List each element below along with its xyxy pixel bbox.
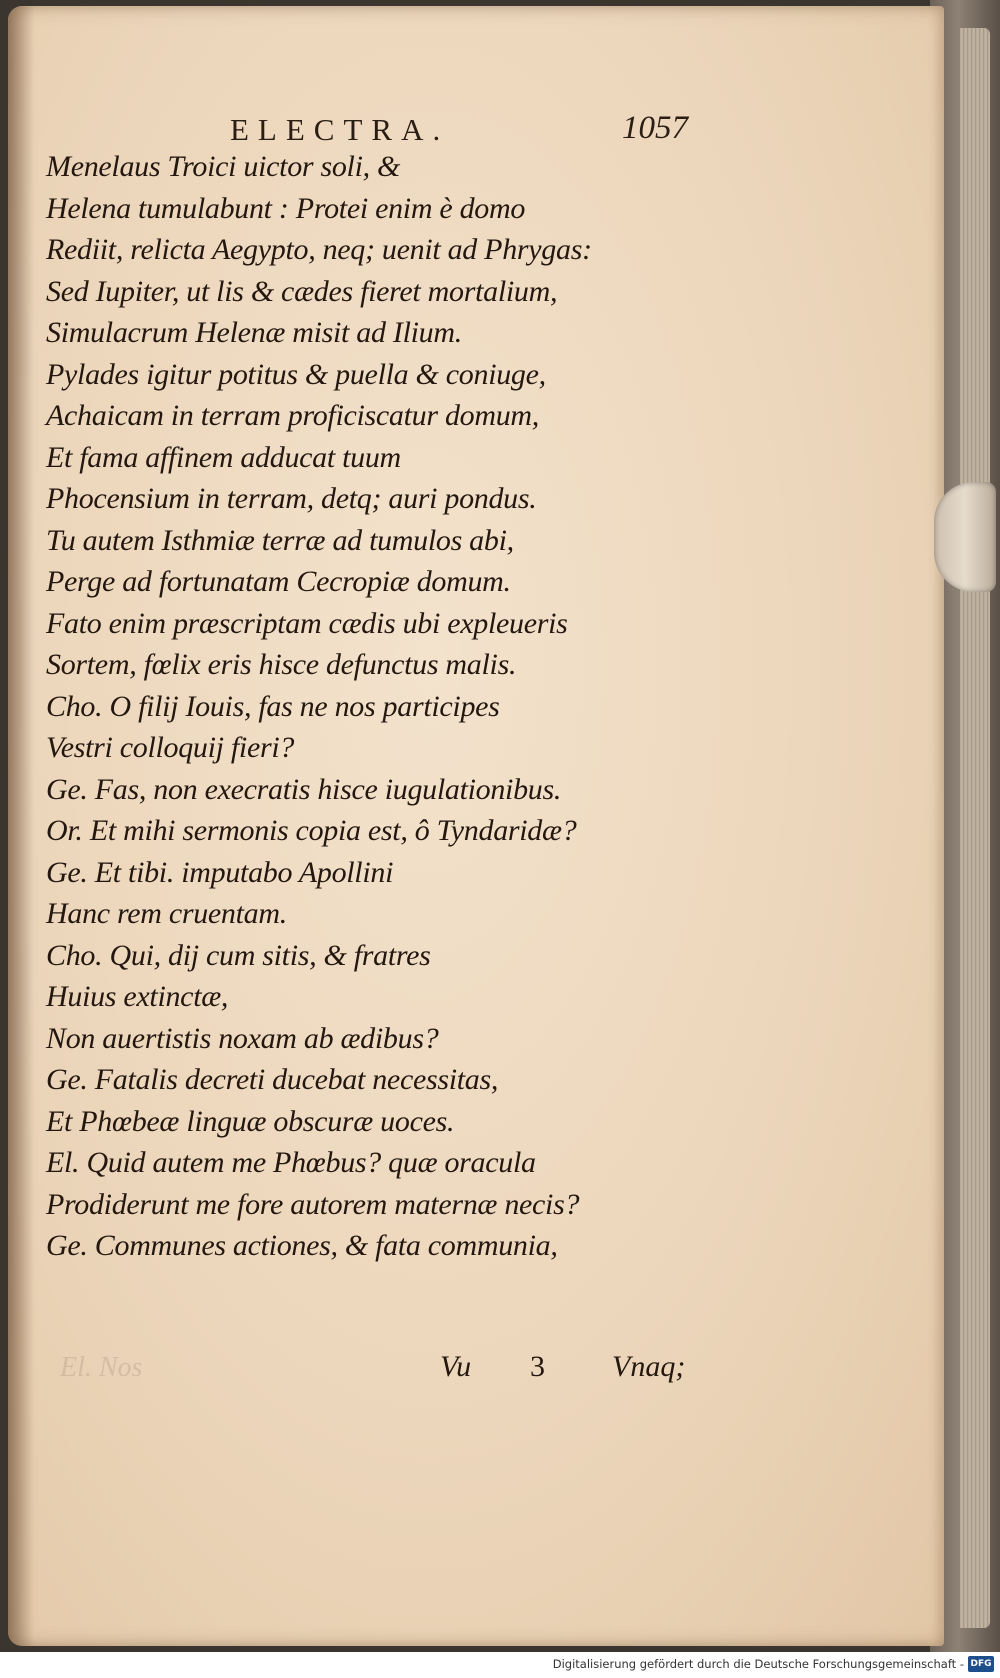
text-line: Sed Iupiter, ut lis & cædes fieret mortalium, <box>46 274 558 308</box>
catchword: Vnaq; <box>612 1350 686 1383</box>
page-stack <box>960 28 990 1628</box>
text-line: Ge. Fas, non execratis hisce iugulationibus. <box>46 772 562 806</box>
dfg-logo: DFG <box>968 1656 994 1672</box>
text-line: Cho. O filij Iouis, fas ne nos participes <box>46 689 500 723</box>
text-line: Rediit, relicta Aegypto, neq; uenit ad Phrygas: <box>46 233 592 266</box>
text-line: Perge ad fortunatam Cecropiæ domum. <box>46 565 511 598</box>
text-line: Vestri colloquij fieri? <box>46 731 295 764</box>
signature-number: 3 <box>530 1350 545 1383</box>
text-line: Fato enim præscriptam cædis ubi expleueris <box>46 606 568 640</box>
running-head-title: ELECTRA. <box>230 112 450 147</box>
clip-tab <box>934 482 996 592</box>
text-line: El. Quid autem me Phœbus? quæ oracula <box>46 1146 536 1179</box>
text-line: Helena tumulabunt : Protei enim è domo <box>46 191 526 225</box>
text-line: Ge. Communes actiones, & fata communia, <box>46 1229 558 1262</box>
text-line: Sortem, fœlix eris hisce defunctus malis. <box>46 648 517 681</box>
text-line: Tu autem Isthmiæ terræ ad tumulos abi, <box>46 523 514 557</box>
signature-line <box>440 1350 740 1390</box>
text-line: Et Phœbeæ linguæ obscuræ uoces. <box>46 1104 455 1138</box>
digitization-credit: Digitalisierung gefördert durch die Deutsche Forschungsgemeinschaft - <box>552 1657 964 1671</box>
show-through-text: El. Nos <box>60 1352 143 1383</box>
text-line: Phocensium in terram, detq; auri pondus. <box>46 482 537 515</box>
verse-text-block <box>46 146 686 1267</box>
text-line: Simulacrum Helenæ misit ad Ilium. <box>46 316 462 349</box>
text-line: Ge. Fatalis decreti ducebat necessitas, <box>46 1063 499 1096</box>
spine-shadow <box>8 6 34 1646</box>
text-line: Hanc rem cruentam. <box>46 897 287 930</box>
signature-mark: Vu <box>440 1350 472 1383</box>
text-line: Menelaus Troici uictor soli, & <box>46 150 401 183</box>
text-line: Achaicam in terram proficiscatur domum, <box>46 399 539 432</box>
text-line: Prodiderunt me fore autorem maternæ necis? <box>46 1187 580 1221</box>
footer-bar <box>0 1652 1000 1678</box>
text-line: Et fama affinem adducat tuum <box>46 440 401 474</box>
text-line: Ge. Et tibi. imputabo Apollini <box>46 855 394 889</box>
text-line: Non auertistis noxam ab ædibus? <box>46 1021 439 1055</box>
page-number: 1057 <box>622 110 688 146</box>
text-line: Or. Et mihi sermonis copia est, ô Tyndaridæ? <box>46 814 577 847</box>
text-line: Cho. Qui, dij cum sitis, & fratres <box>46 938 431 972</box>
text-line: Huius extinctæ, <box>46 980 229 1013</box>
text-line: Pylades igitur potitus & puella & coniuge, <box>46 357 546 391</box>
